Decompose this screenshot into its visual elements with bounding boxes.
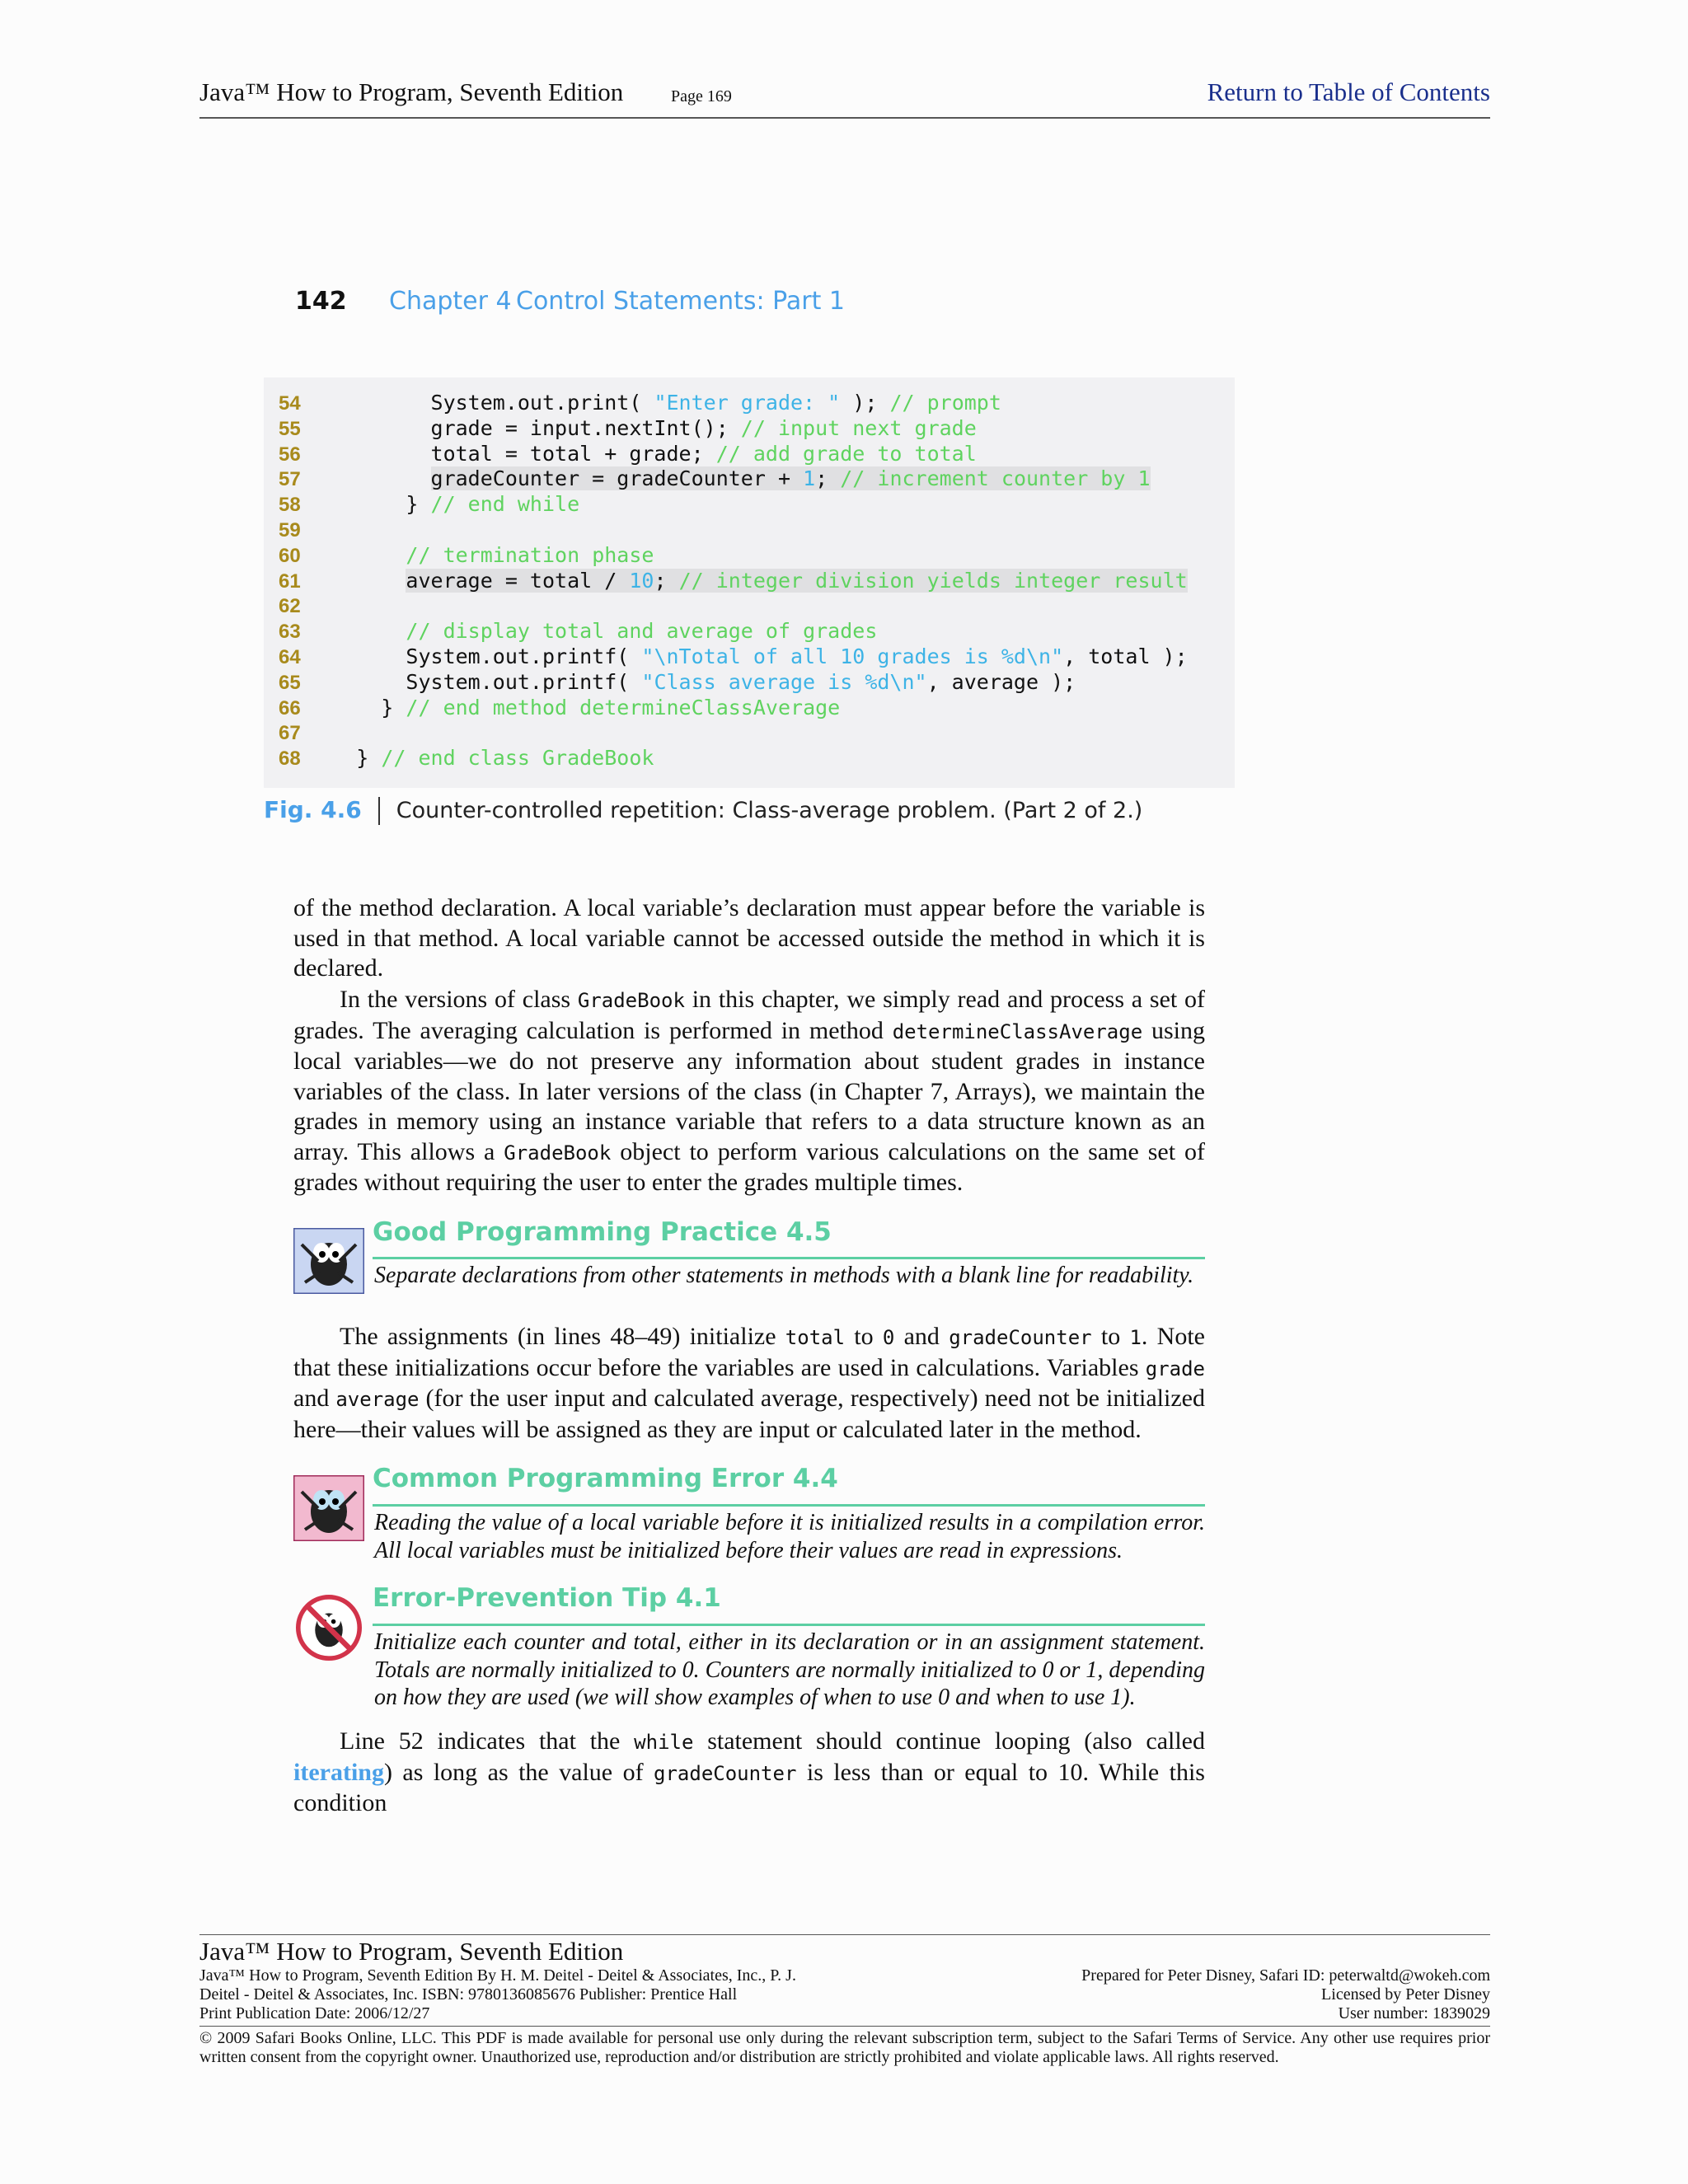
code-text <box>307 442 977 466</box>
page-header <box>199 76 1490 119</box>
line-number: 68 <box>279 748 301 771</box>
code-comment: // add grade to total <box>715 441 977 466</box>
code-line <box>279 593 331 618</box>
string-literal: "Class average is %d\n" <box>641 669 927 694</box>
code-token: ); <box>840 391 890 415</box>
string-literal: "\nTotal of all 10 grades is %d\n" <box>641 644 1064 668</box>
tip-text-cpe: Reading the value of a local variable before it is initialized results in a compilation error. All local variables must be initialized before their values are read in expressions. <box>374 1510 1205 1563</box>
key-term: iterating <box>293 1758 384 1786</box>
text-run: object to perform various calculations on the same set of grades without requiring the user to enter the grades multiple times. <box>293 1137 1205 1196</box>
footer-rule <box>199 1934 1490 1935</box>
line-number: 63 <box>279 621 301 644</box>
line-number: 61 <box>279 569 301 593</box>
code-text <box>307 720 331 744</box>
code-token: , average ); <box>926 669 1076 694</box>
code-token: System.out.print( <box>307 391 654 415</box>
code-text <box>307 518 331 541</box>
line-number: 57 <box>279 468 301 491</box>
chapter-title: Control Statements: Part 1 <box>516 287 845 316</box>
footer-line: Deitel - Deitel & Associates, Inc. ISBN: 9780136085676 Publisher: Prentice Hall <box>199 1985 738 2004</box>
code-text <box>307 416 977 440</box>
code-text <box>307 670 1076 694</box>
code-line <box>279 442 977 466</box>
code-comment: // integer division yields integer result <box>678 568 1188 593</box>
code-text <box>307 391 1001 415</box>
line-number: 65 <box>279 671 301 694</box>
code-token: } <box>307 746 382 771</box>
text-run: in this chapter, we simply read and process a set of grades. The averaging calculation is performed in method <box>293 986 1206 1044</box>
chapter-label: Chapter 4 <box>389 287 512 316</box>
figure-label: Fig. 4.6 <box>264 796 362 823</box>
code-line <box>279 569 1188 593</box>
line-number: 59 <box>279 519 301 541</box>
code-line <box>279 543 654 568</box>
code-token <box>307 569 406 593</box>
text-run: statement should continue looping (also called <box>693 1727 1205 1755</box>
programming-error-bug-icon <box>293 1475 364 1541</box>
caption-divider <box>378 797 380 825</box>
tip-text-gpp: Separate declarations from other statements in methods with a blank line for readability. <box>374 1263 1194 1288</box>
code-token <box>307 543 406 567</box>
code-text <box>307 466 1151 490</box>
code-token: grade = input.nextInt(); <box>307 415 741 440</box>
footer-line: Prepared for Peter Disney, Safari ID: peterwaltd@wokeh.com <box>1081 1966 1490 1985</box>
code-comment: // end while <box>430 492 580 517</box>
code-comment: // termination phase <box>406 542 654 567</box>
page-number: 142 <box>295 287 347 316</box>
footer-license-info <box>1081 1966 1490 2023</box>
code-line <box>279 746 654 771</box>
text-run: to <box>1091 1323 1130 1350</box>
inline-code: total <box>785 1326 846 1349</box>
code-line <box>279 391 1001 415</box>
text-run: is less than or equal to 10. While this condition <box>293 1758 1205 1816</box>
code-line <box>279 720 331 745</box>
text-run: The assignments (in lines 48–49) initialize <box>340 1323 785 1350</box>
code-token <box>307 593 331 617</box>
code-token: ; <box>815 466 841 491</box>
code-comment: // increment counter by 1 <box>840 466 1151 491</box>
inline-code: grade <box>1145 1357 1205 1380</box>
code-text <box>307 619 877 643</box>
footer-publication-info <box>199 1966 796 2023</box>
code-listing <box>264 377 1235 788</box>
code-token <box>307 720 331 744</box>
highlighted-code: average = total / <box>406 568 630 593</box>
inline-code: gradeCounter <box>949 1326 1092 1349</box>
body-paragraph-2 <box>293 985 1205 1198</box>
toc-link[interactable]: Return to Table of Contents <box>1207 77 1490 106</box>
line-number: 54 <box>279 392 301 415</box>
code-text <box>307 644 1188 668</box>
code-token: } <box>307 492 431 517</box>
code-text <box>307 593 331 617</box>
page-label: Page 169 <box>671 87 732 105</box>
line-number: 55 <box>279 417 301 440</box>
code-token: System.out.printf( <box>307 669 642 694</box>
tip-rule <box>373 1624 1205 1626</box>
code-comment: // end method determineClassAverage <box>406 695 841 719</box>
text-run: to <box>845 1323 883 1350</box>
line-number: 58 <box>279 494 301 517</box>
code-line <box>279 696 840 720</box>
line-number: 56 <box>279 443 301 466</box>
line-number: 66 <box>279 696 301 719</box>
code-text <box>307 543 654 567</box>
inline-code: average <box>335 1388 420 1411</box>
code-comment: // display total and average of grades <box>406 619 878 644</box>
code-token: } <box>307 695 406 719</box>
line-number: 64 <box>279 646 301 668</box>
code-line <box>279 644 1188 669</box>
code-comment: // input next grade <box>740 415 977 440</box>
inline-code: while <box>634 1731 694 1754</box>
code-token: ; <box>654 568 679 593</box>
footer-title: Java™ How to Program, Seventh Edition <box>199 1937 624 1966</box>
number-literal: 1 <box>803 466 816 491</box>
text-run: ) as long as the value of <box>383 1758 654 1786</box>
code-line <box>279 492 579 517</box>
code-text <box>307 746 654 770</box>
code-token <box>307 619 406 643</box>
code-token <box>307 518 331 541</box>
code-line <box>279 466 1151 491</box>
inline-code: GradeBook <box>504 1141 612 1165</box>
body-paragraph-1: of the method declaration. A local variable’s declaration must appear before the variable is used in that method. A local variable cannot be accessed outside the method in which it is declared. <box>293 894 1205 982</box>
text-run: using local variables—we do not preserve any information about student grades in instance variables of the class. In later versions of the class (in Chapter 7, Arrays), we maintain the grades in memory using an instance variable that refers to a data structure known as an array. This allows a <box>293 1016 1205 1165</box>
inline-code: 0 <box>882 1326 895 1349</box>
inline-code: GradeBook <box>577 989 685 1012</box>
string-literal: "Enter grade: " <box>654 391 841 415</box>
footer-line: User number: 1839029 <box>1338 2004 1490 2022</box>
footer-line: Licensed by Peter Disney <box>1321 1985 1490 2004</box>
tip-rule <box>373 1257 1205 1259</box>
text-run: Line 52 indicates that the <box>340 1727 635 1755</box>
code-token: , total ); <box>1063 644 1188 668</box>
code-token: total = total + grade; <box>307 441 716 466</box>
tip-title-gpp: Good Programming Practice 4.5 <box>373 1217 832 1247</box>
figure-caption <box>264 796 1142 825</box>
line-number: 62 <box>279 595 301 618</box>
book-title: Java™ How to Program, Seventh Edition <box>199 77 624 106</box>
tip-rule <box>373 1504 1205 1507</box>
text-run: In the versions of class <box>340 986 578 1013</box>
inline-code: determineClassAverage <box>892 1019 1143 1043</box>
code-line <box>279 670 1076 695</box>
text-run: (for the user input and calculated average, respectively) need not be initialized here—their values will be assigned as they are input or calculated later in the method. <box>293 1385 1205 1443</box>
code-text <box>307 492 579 516</box>
code-comment: // prompt <box>889 391 1001 415</box>
body-paragraph-3 <box>293 1322 1205 1445</box>
code-text <box>307 696 840 719</box>
text-run: and <box>293 1385 336 1412</box>
inline-code: 1 <box>1129 1326 1142 1349</box>
tip-title-cpe: Common Programming Error 4.4 <box>373 1464 838 1493</box>
line-number: 67 <box>279 722 301 745</box>
text-run: . Note that these initializations occur before the variables are used in calculations. Variables <box>293 1323 1205 1381</box>
footer-line: Print Publication Date: 2006/12/27 <box>199 2004 430 2022</box>
body-paragraph-4 <box>293 1727 1205 1819</box>
text-run: and <box>894 1323 950 1350</box>
figure-caption-text: Counter-controlled repetition: Class-average problem. (Part 2 of 2.) <box>396 798 1143 823</box>
highlighted-code: gradeCounter = gradeCounter + <box>430 466 804 491</box>
code-text <box>307 569 1188 593</box>
error-prevention-bug-icon <box>293 1595 364 1661</box>
good-practice-bug-icon <box>293 1228 364 1294</box>
code-line <box>279 619 877 644</box>
footer-rule <box>199 2026 1490 2027</box>
footer-copyright: © 2009 Safari Books Online, LLC. This PDF is made available for personal use only during the relevant subscription term, subject to the Safari Terms of Service. Any other use requires prior written consent from the copyright owner. Unauthorized use, reproduction and/or distribution are strictly prohibited and violate applicable laws. All rights reserved. <box>199 2029 1490 2066</box>
code-line <box>279 416 977 441</box>
code-comment: // end class GradeBook <box>381 746 654 771</box>
code-line <box>279 518 331 542</box>
footer-line: Java™ How to Program, Seventh Edition By H. M. Deitel - Deitel & Associates, Inc., P. J. <box>199 1966 796 1985</box>
code-token <box>307 466 431 490</box>
number-literal: 10 <box>629 568 654 593</box>
tip-title-ept: Error-Prevention Tip 4.1 <box>373 1583 721 1613</box>
code-token: System.out.printf( <box>307 644 642 668</box>
tip-text-ept: Initialize each counter and total, either in its declaration or in an assignment statement. Totals are normally initialized to 0. Counters are normally initialized to 0 or 1, depending on how they are used (we will show examples of when to use 0 and when to use 1). <box>374 1629 1205 1710</box>
line-number: 60 <box>279 544 301 567</box>
inline-code: gradeCounter <box>654 1761 797 1785</box>
